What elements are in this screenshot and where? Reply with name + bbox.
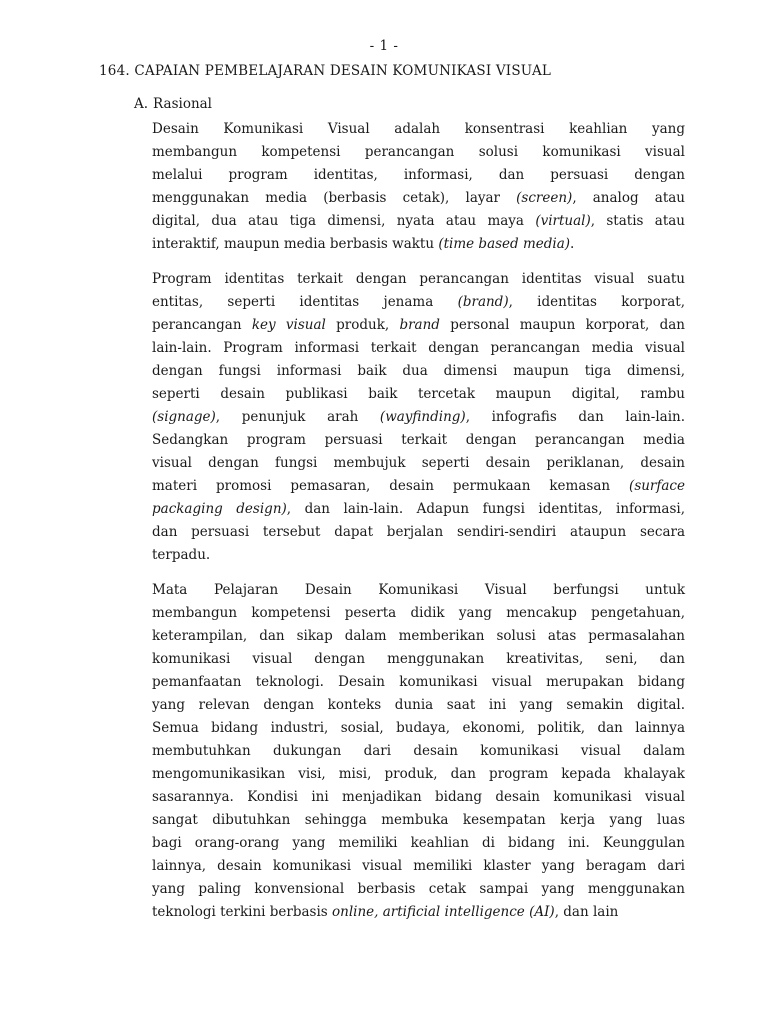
text-segment: interaktif, maupun media berbasis waktu (152, 236, 439, 252)
text-line (152, 268, 685, 291)
text-segment: Program identitas terkait dengan perancangan identitas visual suatu (152, 271, 685, 287)
text-line (152, 233, 685, 256)
text-segment: mengomunikasikan visi, misi, produk, dan program kepada khalayak (152, 766, 685, 782)
text-line (152, 452, 685, 475)
text-line (152, 809, 685, 832)
text-line (152, 671, 685, 694)
text-line (152, 740, 685, 763)
text-line (152, 141, 685, 164)
italic-term: packaging design) (152, 501, 287, 517)
text-segment: membangun kompetensi peserta didik yang mencakup pengetahuan, (152, 605, 685, 621)
text-line (152, 291, 685, 314)
text-line (152, 602, 685, 625)
text-segment: membangun kompetensi perancangan solusi komunikasi visual (152, 144, 685, 160)
text-line (152, 406, 685, 429)
text-segment: sangat dibutuhkan sehingga membuka kesempatan kerja yang luas (152, 812, 685, 828)
paragraph-rasional-3 (152, 579, 685, 924)
text-segment: Mata Pelajaran Desain Komunikasi Visual berfungsi untuk (152, 582, 685, 598)
text-segment: melalui program identitas, informasi, dan persuasi dengan (152, 167, 685, 183)
text-line (152, 832, 685, 855)
text-segment: personal maupun korporat, dan (439, 317, 685, 333)
section-heading-text: Rasional (153, 96, 213, 112)
text-line (152, 521, 685, 544)
text-segment: lainnya, desain komunikasi visual memiliki klaster yang beragam dari (152, 858, 685, 874)
text-line (152, 717, 685, 740)
text-segment: bagi orang-orang yang memiliki keahlian di bidang ini. Keunggulan (152, 835, 685, 851)
italic-term: (time based media) (438, 236, 571, 252)
text-line (152, 164, 685, 187)
text-line (152, 475, 685, 498)
text-segment: sasarannya. Kondisi ini menjadikan bidang desain komunikasi visual (152, 789, 685, 805)
text-line (152, 786, 685, 809)
text-segment: produk, (325, 317, 400, 333)
text-line (152, 383, 685, 406)
text-line (152, 878, 685, 901)
text-segment: . (570, 236, 575, 252)
page-number: - 1 - (369, 38, 399, 54)
text-line (152, 901, 685, 924)
italic-term: (virtual) (535, 213, 591, 229)
text-segment: dengan fungsi informasi baik dua dimensi maupun tiga dimensi, (152, 363, 685, 379)
text-line (152, 579, 685, 602)
text-segment: materi promosi pemasaran, desain permukaan kemasan (152, 478, 630, 494)
italic-term: brand (399, 317, 440, 333)
italic-term: (signage) (152, 409, 216, 425)
text-line (152, 648, 685, 671)
paragraph-rasional-1 (152, 118, 685, 256)
section-marker: A. (134, 96, 149, 112)
text-segment: yang paling konvensional berbasis cetak sampai yang menggunakan (152, 881, 685, 897)
text-line (152, 625, 685, 648)
section-heading (134, 96, 212, 112)
text-line (152, 210, 685, 233)
text-segment: komunikasi visual dengan menggunakan kreativitas, seni, dan (152, 651, 685, 667)
text-segment: , identitas korporat, (508, 294, 685, 310)
text-line (152, 118, 685, 141)
text-segment: Desain Komunikasi Visual adalah konsentrasi keahlian yang (152, 121, 685, 137)
italic-term: (brand) (457, 294, 509, 310)
text-segment: seperti desain publikasi baik tercetak maupun digital, rambu (152, 386, 685, 402)
italic-term: (wayfinding) (379, 409, 466, 425)
text-segment: , penunjuk arah (215, 409, 380, 425)
text-segment: , infografis dan lain-lain. (465, 409, 685, 425)
text-line (152, 498, 685, 521)
italic-term: (surface (629, 478, 685, 494)
text-segment: Sedangkan program persuasi terkait dengan perancangan media (152, 432, 685, 448)
text-line (152, 337, 685, 360)
text-segment: menggunakan media (berbasis cetak), layar (152, 190, 517, 206)
text-line (152, 763, 685, 786)
text-line (152, 187, 685, 210)
text-segment: entitas, seperti identitas jenama (152, 294, 458, 310)
text-segment: , dan lain-lain. Adapun fungsi identitas, informasi, (286, 501, 685, 517)
document-title: 164. CAPAIAN PEMBELAJARAN DESAIN KOMUNIKASI VISUAL (99, 63, 552, 79)
text-segment: membutuhkan dukungan dari desain komunikasi visual dalam (152, 743, 685, 759)
text-segment: lain-lain. Program informasi terkait dengan perancangan media visual (152, 340, 685, 356)
text-segment: visual dengan fungsi membujuk seperti desain periklanan, desain (152, 455, 685, 471)
text-segment: , analog atau (572, 190, 685, 206)
paragraph-rasional-2 (152, 268, 685, 567)
text-segment: yang relevan dengan konteks dunia saat ini yang semakin digital. (152, 697, 685, 713)
text-segment: , statis atau (590, 213, 685, 229)
text-segment: perancangan (152, 317, 252, 333)
text-segment: digital, dua atau tiga dimensi, nyata atau maya (152, 213, 536, 229)
text-segment: , dan lain (554, 904, 619, 920)
text-segment: dan persuasi tersebut dapat berjalan sendiri-sendiri ataupun secara (152, 524, 685, 540)
text-line (152, 360, 685, 383)
italic-term: key visual (251, 317, 326, 333)
italic-term: (screen) (516, 190, 573, 206)
text-segment: teknologi terkini berbasis (152, 904, 333, 920)
text-line (152, 544, 685, 567)
italic-term: online, artificial intelligence (AI) (332, 904, 555, 920)
text-segment: terpadu. (152, 547, 211, 563)
text-segment: pemanfaatan teknologi. Desain komunikasi visual merupakan bidang (152, 674, 685, 690)
text-line (152, 429, 685, 452)
text-segment: Semua bidang industri, sosial, budaya, ekonomi, politik, dan lainnya (152, 720, 685, 736)
text-line (152, 314, 685, 337)
text-segment: keterampilan, dan sikap dalam memberikan solusi atas permasalahan (152, 628, 685, 644)
text-line (152, 694, 685, 717)
text-line (152, 855, 685, 878)
